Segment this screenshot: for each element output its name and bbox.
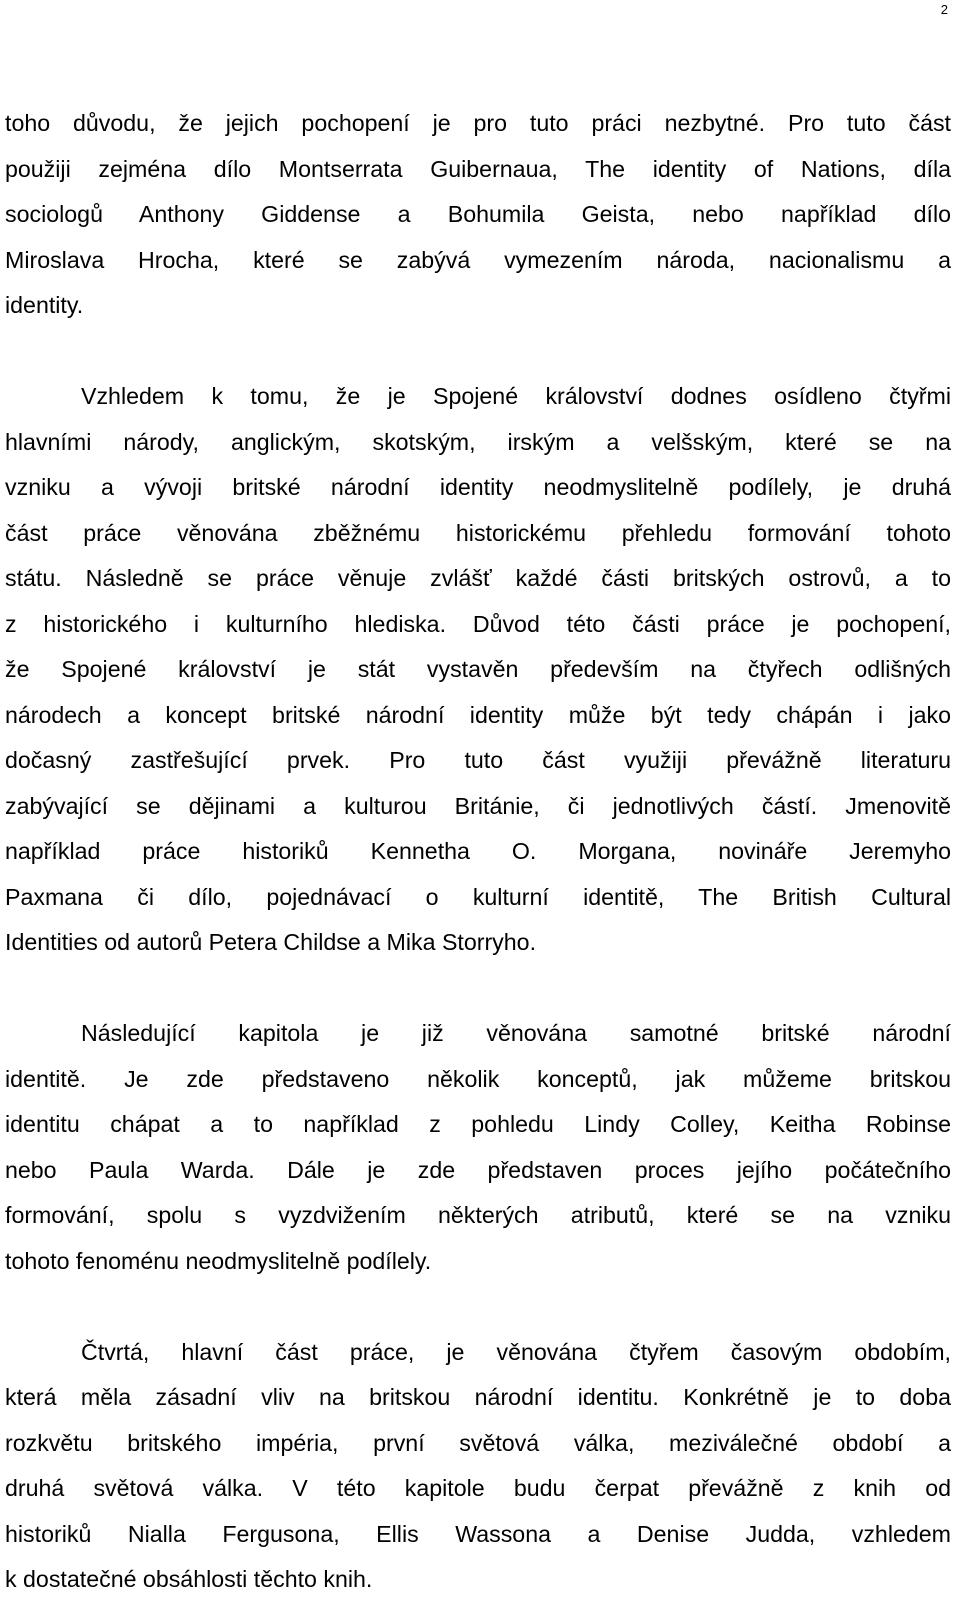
text-line: Čtvrtá, hlavní část práce, je věnována čtyřem časovým obdobím, bbox=[81, 1338, 951, 1365]
page-number: 2 bbox=[940, 2, 948, 17]
document-body bbox=[5, 101, 951, 1603]
paragraph-3 bbox=[5, 1011, 951, 1284]
text-line: formování, spolu s vyzdvižením některých atributů, které se na vzniku bbox=[5, 1202, 951, 1228]
text-line: Následující kapitola je již věnována samotné britské národní bbox=[81, 1020, 951, 1046]
text-line: identitu chápat a to například z pohledu Lindy Colley, Keitha Robinse bbox=[5, 1111, 951, 1137]
paragraph-spacer bbox=[5, 966, 951, 1012]
text-line: z historického i kulturního hlediska. Důvod této části práce je pochopení, bbox=[5, 610, 951, 637]
paragraph-4 bbox=[5, 1330, 951, 1603]
text-line: státu. Následně se práce věnuje zvlášť každé části britských ostrovů, a to bbox=[5, 565, 951, 591]
text-line: Paxmana či dílo, pojednávací o kulturní identitě, The British Cultural bbox=[5, 883, 951, 910]
text-line: použiji zejména dílo Montserrata Guibernaua, The identity of Nations, díla bbox=[5, 155, 951, 182]
text-line: Identities od autorů Petera Childse a Mika Storryho. bbox=[5, 929, 537, 955]
text-line: vzniku a vývoji britské národní identity neodmyslitelně podílely, je druhá bbox=[5, 474, 951, 500]
text-line: tohoto fenoménu neodmyslitelně podílely. bbox=[5, 1247, 432, 1274]
text-line: identity. bbox=[5, 292, 84, 318]
paragraph-spacer bbox=[5, 329, 951, 375]
text-line: dočasný zastřešující prvek. Pro tuto část využiji převážně literaturu bbox=[5, 747, 951, 773]
paragraph-2 bbox=[5, 374, 951, 966]
text-line: národech a koncept britské národní identity může být tedy chápán i jako bbox=[5, 701, 951, 728]
text-line: zabývající se dějinami a kulturou Británie, či jednotlivých částí. Jmenovitě bbox=[5, 792, 951, 819]
paragraph-1 bbox=[5, 101, 951, 329]
text-line: toho důvodu, že jejich pochopení je pro tuto práci nezbytné. Pro tuto část bbox=[5, 110, 951, 136]
text-line: hlavními národy, anglickým, skotským, irským a velšským, které se na bbox=[5, 428, 951, 455]
text-line: sociologů Anthony Giddense a Bohumila Geista, nebo například dílo bbox=[5, 201, 951, 227]
text-line: nebo Paula Warda. Dále je zde představen proces jejího počátečního bbox=[5, 1156, 951, 1183]
text-line: k dostatečné obsáhlosti těchto knih. bbox=[5, 1566, 373, 1592]
text-line: která měla zásadní vliv na britskou národní identitu. Konkrétně je to doba bbox=[5, 1384, 951, 1410]
text-line: historiků Nialla Fergusona, Ellis Wassona a Denise Judda, vzhledem bbox=[5, 1520, 951, 1547]
text-line: rozkvětu britského impéria, první světová válka, meziválečné období a bbox=[5, 1429, 951, 1456]
text-line: například práce historiků Kennetha O. Morgana, novináře Jeremyho bbox=[5, 838, 951, 864]
text-line: Miroslava Hrocha, které se zabývá vymezením národa, nacionalismu a bbox=[5, 246, 951, 273]
text-line: druhá světová válka. V této kapitole budu čerpat převážně z knih od bbox=[5, 1475, 951, 1501]
text-line: část práce věnována zběžnému historickému přehledu formování tohoto bbox=[5, 519, 951, 546]
text-line: že Spojené království je stát vystavěn především na čtyřech odlišných bbox=[5, 656, 951, 682]
text-line: identitě. Je zde představeno několik konceptů, jak můžeme britskou bbox=[5, 1065, 951, 1092]
paragraph-spacer bbox=[5, 1284, 951, 1330]
text-line: Vzhledem k tomu, že je Spojené království dodnes osídleno čtyřmi bbox=[81, 383, 951, 409]
